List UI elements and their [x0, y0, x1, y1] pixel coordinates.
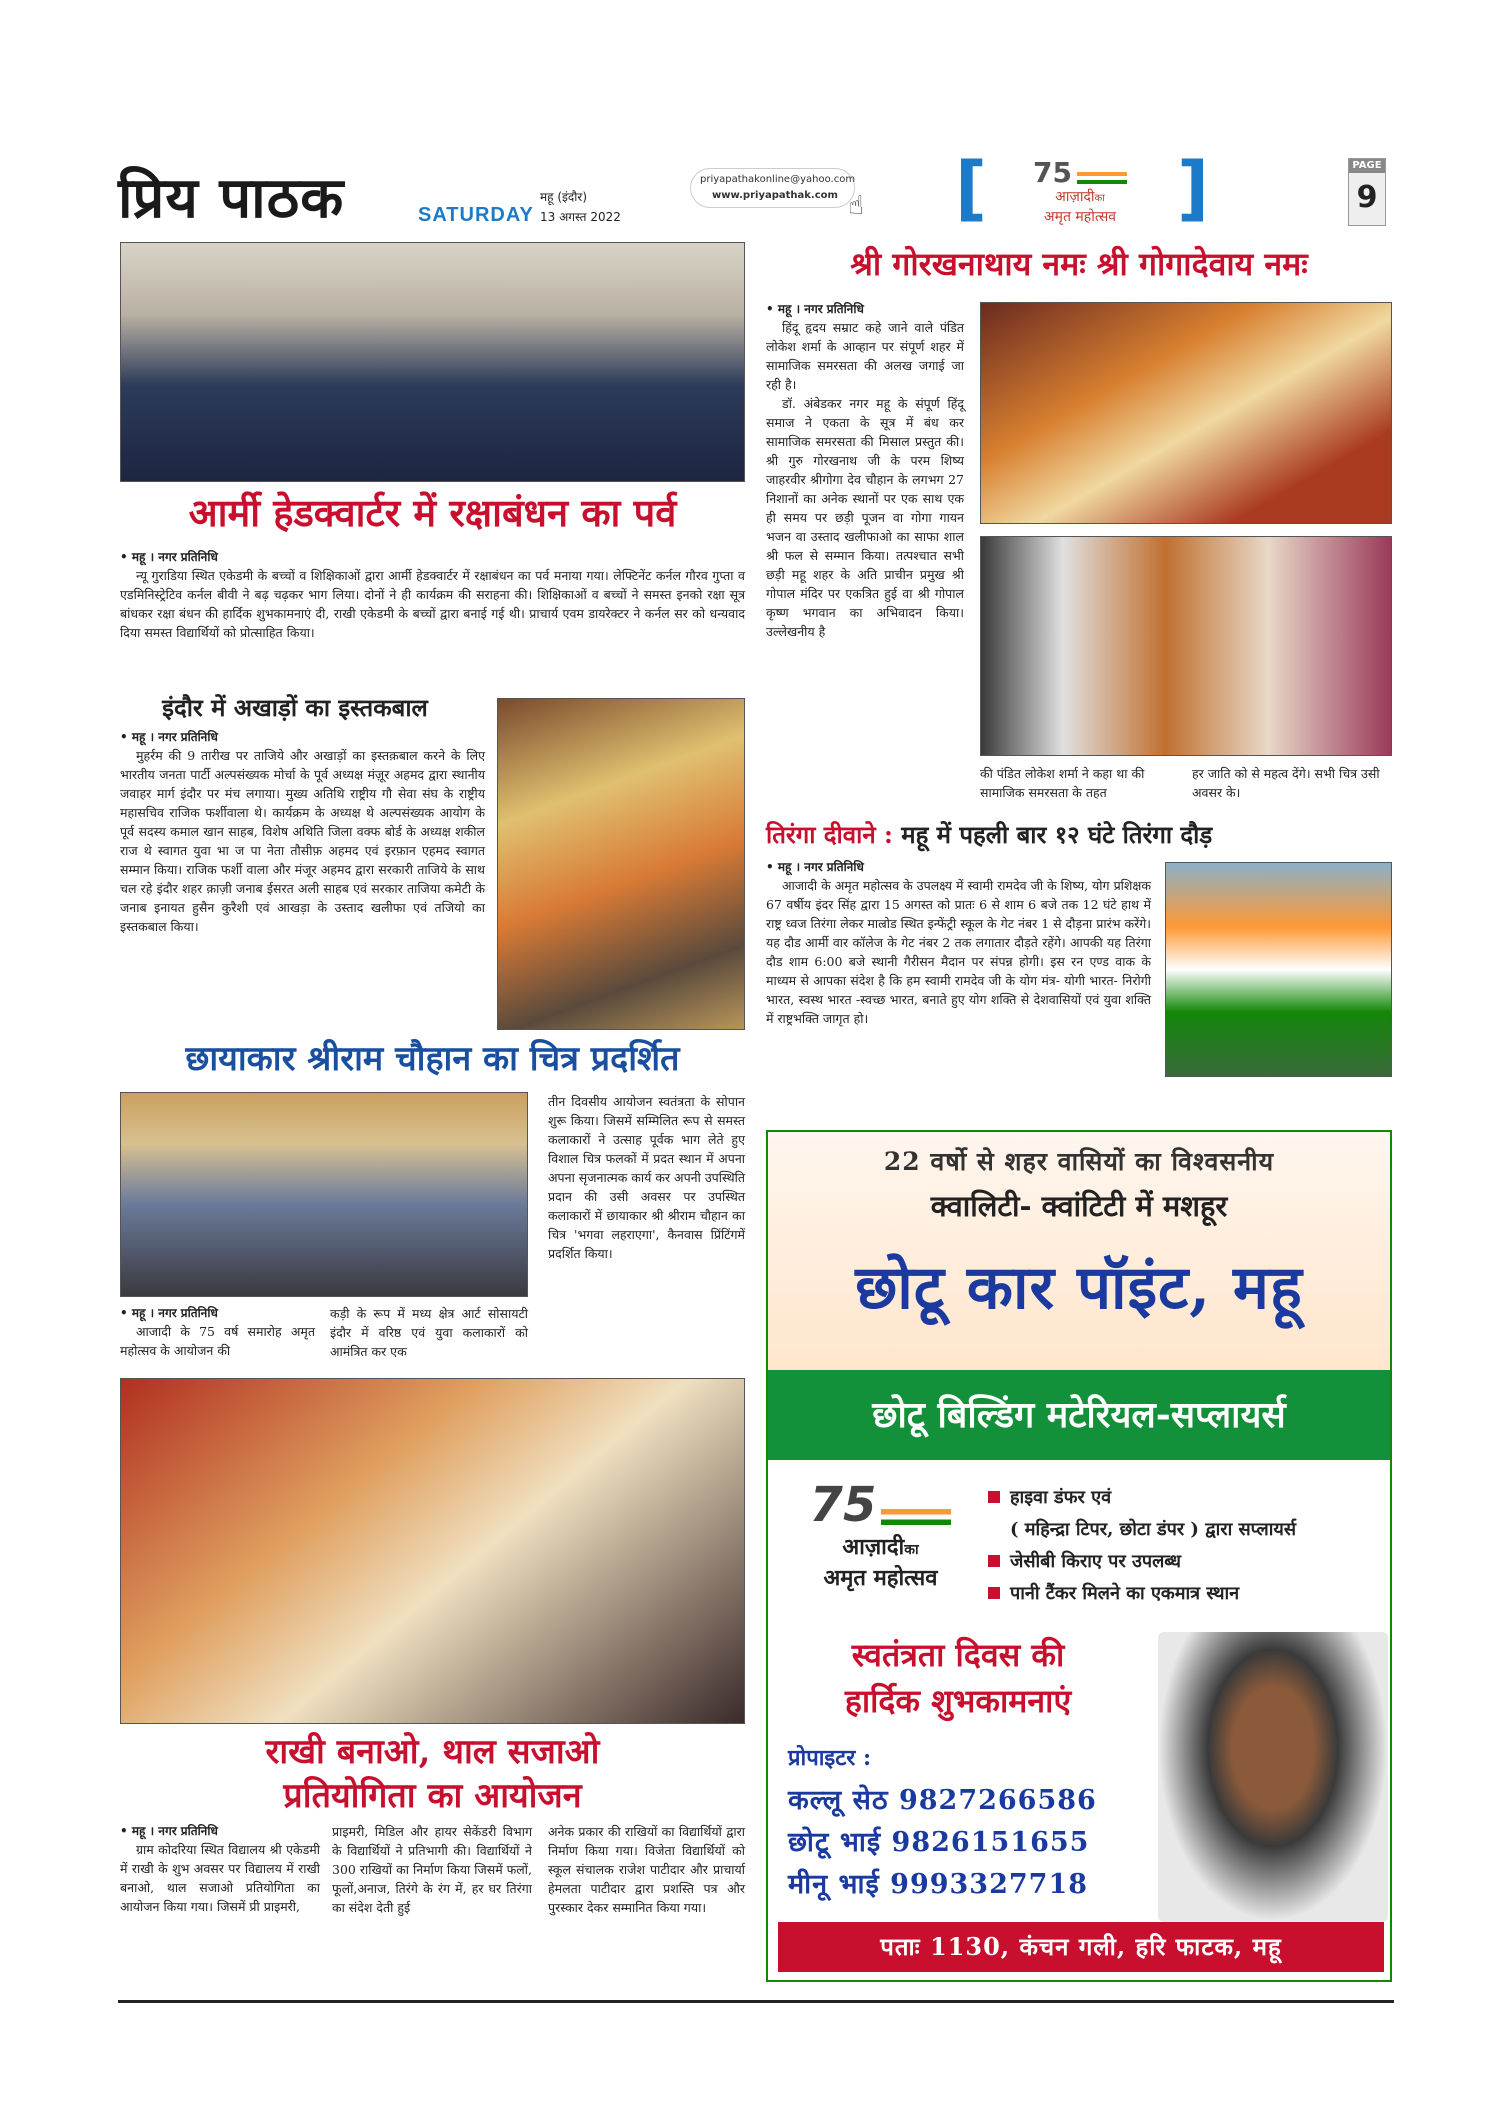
article4-col3: अनेक प्रकार की राखियों का विद्यार्थियों द्वारा निर्माण किया गया। विजेता विद्यार्थियों को स्कूल संचालक राजेश पाटीदार और प्राचार्या हेमलता पाटीदार द्वारा प्रशस्ति पत्र और पुरस्कार देकर सम्मानित किया गया।	[548, 1824, 745, 1915]
advert-wish-line2: हार्दिक शुभकामनाएं	[844, 1682, 1072, 1720]
azadi-logo-box	[955, 147, 1209, 230]
page-bottom-rule	[118, 2000, 1394, 2003]
issue-day: SATURDAY	[418, 204, 534, 226]
azadi-ka-amrit-mahotsav-logo	[1010, 158, 1150, 228]
bullet-square-icon	[988, 1491, 1000, 1503]
advert-tagline-1: 22 वर्षो से शहर वासियों का विश्वसनीय	[883, 1147, 1275, 1176]
article1-headline: आर्मी हेडक्वार्टर में रक्षाबंधन का पर्व	[188, 490, 677, 535]
akhada-welcome-photo	[497, 698, 745, 1030]
chhadi-pujan-photo	[980, 536, 1392, 756]
army-rakshabandhan-photo	[120, 242, 745, 482]
service-text: पानी टैंकर मिलने का एकमात्र स्थान	[1010, 1583, 1240, 1604]
azadi-number: 75	[1032, 156, 1072, 189]
flag-icon	[1077, 172, 1127, 184]
advert-green-banner: छोटू बिल्डिंग मटेरियल-सप्लायर्स	[768, 1370, 1390, 1460]
article1-body: न्यू गुराडिया स्थित एकेडमी के बच्चों व शिक्षिकाओं द्वारा आर्मी हेडक्वार्टर में रक्षाबंधन का पर्व मनाया गया। लेफ्टिनेंट कर्नल गौरव गुप्ता व एडमिनिस्ट्रेटिव कर्नल बीवी ने बढ़ चढ़कर भाग लिया। दोनों ने ही कार्यक्रम की सराहना की। शिक्षिकाओं व बच्चों ने समस्त इनको रक्षा सूत्र बांधकर रक्षा बंधन की हार्दिक शुभकामनाएं दी, राखी एकेडमी के बच्चों द्वारा बनाई गई थी। प्राचार्य एवम डायरेक्टर ने कर्नल सर को धन्यवाद दिया समस्त विद्यार्थियों को प्रोत्साहित किया।	[120, 568, 745, 640]
advert-service-item	[988, 1546, 1388, 1578]
advert-proprietor-label: प्रोपाइटर :	[788, 1745, 872, 1771]
service-text: ( महिन्द्रा टिपर, छोटा डंपर ) द्वारा सप्लायर्स	[1010, 1519, 1297, 1540]
chhotu-car-point-advert	[766, 1130, 1392, 1982]
article4-byline: • महू । नगर प्रतिनिधि	[120, 1824, 218, 1838]
tiranga-run-photo	[1165, 862, 1392, 1077]
article3-col1: आजादी के 75 वर्ष समारोह अमृत महोत्सव के आयोजन की	[120, 1324, 315, 1358]
article3-byline: • महू । नगर प्रतिनिधि	[120, 1306, 218, 1320]
advert-phone-2: छोटू भाई 9826151655	[788, 1827, 1090, 1858]
article3-col2: कड़ी के रूप में मध्य क्षेत्र आर्ट सोसायटी इंदौर में वरिष्ठ एवं युवा कलाकारों को आमंत्रित कर एक	[330, 1306, 528, 1359]
azadi-text-ka: का	[1094, 193, 1105, 204]
issue-date: 13 अगस्त 2022	[540, 210, 621, 224]
article5-caption1: की पंडित लोकेश शर्मा ने कहा था की सामाजिक समरसता के तहत	[980, 766, 1145, 800]
issue-location-date	[540, 187, 621, 227]
article4-headline-line2: प्रतियोगिता का आयोजन	[283, 1776, 582, 1816]
art-exhibition-photo	[120, 1092, 528, 1297]
article4-headline-line1: राखी बनाओ, थाल सजाओ	[265, 1732, 600, 1772]
rakhi-competition-photo	[120, 1378, 745, 1724]
article2-body: मुहर्रम की 9 तारीख पर ताजिये और अखाड़ों का इस्तक़बाल करने के लिए भारतीय जनता पार्टी अल्पसंख्यक मोर्चा के पूर्व अध्यक्ष मंज़ूर अहमद द्वारा स्थानीय जवाहर मार्ग इंदौर पर मंच लगाया। मुख्य अतिथि राष्ट्रीय गौ सेवा संघ के राष्ट्रीय महासचिव राजिक फर्शीवाला थे। कार्यक्रम के अध्यक्ष थे अल्पसंख्यक आयोग के पूर्व सदस्य कमाल खान साहब, विशेष अथिति जिला वक्फ बोर्ड के अध्यक्ष शकील राज थे स्वागत युवा भा ज पा नेता तौसीफ़ अहमद एवं इरफ़ान एहमद स्वागत सम्मान किया। राजिक फर्शी वाला और मंजूर अहमद द्वारा सरकारी ताजिये के साथ चल रहे इंदौर शहर क़ाज़ी जनाब ईसरत अली साहब एवं सरकार ताजिया कमेटी के जनाब इनायत हुसैन कुरैशी एवं आखड़ा के उस्ताद खलीफा एवं तजियो का इस्तकबाल किया।	[120, 748, 485, 934]
article2-byline: • महू । नगर प्रतिनिधि	[120, 730, 218, 744]
advert-independence-wish	[798, 1632, 1118, 1724]
proprietor-photo	[1158, 1632, 1388, 1922]
right-bracket-icon: ]	[1177, 147, 1209, 229]
pointing-hand-icon: ☝	[848, 191, 864, 221]
article5-para1: हिंदू हृदय सम्राट कहे जाने वाले पंडित लोकेश शर्मा के आव्हान पर संपूर्ण शहर में सामाजिक समरसता की अलख जगाई जा रही है।	[766, 320, 964, 392]
contact-email[interactable]: priyapathakonline@yahoo.com	[700, 174, 856, 185]
contact-info	[700, 172, 856, 204]
bullet-square-icon	[988, 1587, 1000, 1599]
article4-headline	[120, 1730, 745, 1818]
service-text: हाइवा डंफर एवं	[1010, 1487, 1112, 1508]
article5-caption2: हर जाति को से महत्व देंगे। सभी चित्र उसी अवसर के।	[1192, 766, 1380, 800]
article6-headline-black: महू में पहली बार १२ घंटे तिरंगा दौड़	[901, 820, 1213, 849]
page-number: 9	[1356, 180, 1378, 215]
advert-service-item	[988, 1482, 1388, 1514]
article5-byline: • महू । नगर प्रतिनिधि	[766, 302, 864, 316]
advert-service-item	[988, 1578, 1388, 1610]
advert-address-bar: पताः 1130, कंचन गली, हरि फाटक, महू	[778, 1922, 1384, 1972]
article5-body	[766, 318, 964, 641]
issue-location: महू (इंदौर)	[540, 190, 588, 204]
advert-shop-name: छोटू कार पॉइंट, महू	[855, 1253, 1303, 1323]
article6-byline: • महू । नगर प्रतिनिधि	[766, 860, 864, 874]
advert-logo-number: 75	[809, 1477, 877, 1533]
advert-tagline-2: क्वालिटी- क्वांटिटी में मशहूर	[930, 1189, 1228, 1223]
article4-col2: प्राइमरी, मिडिल और हायर सेकेंडरी विभाग के विद्यार्थियों ने प्रतिभागी की। विद्यार्थियों ने 300 राखियों का निर्माण किया जिसमें फलों, फूलों,अनाज, तिरंगे के रंग में, हर घर तिरंगा का संदेश देती हुई	[332, 1824, 532, 1915]
advert-services-list	[988, 1482, 1388, 1610]
advert-logo-amrit-mahotsav: अमृत महोत्सव	[823, 1565, 938, 1591]
article6-headline-red: तिरंगा दीवाने :	[766, 820, 893, 849]
goga-dev-puja-photo	[980, 302, 1392, 524]
advert-phone-3: मीनू भाई 9993327718	[788, 1869, 1089, 1900]
article5-headline: श्री गोरखनाथाय नमः श्री गोगादेवाय नमः	[850, 245, 1308, 283]
article4-col1: ग्राम कोदरिया स्थित विद्यालय श्री एकेडमी में राखी के शुभ अवसर पर विद्यालय में राखी बनाओ, थाल सजाओ प्रतियोगिता का आयोजन किया गया। जिसमें प्री प्राइमरी,	[120, 1842, 320, 1914]
contact-website[interactable]: www.priyapathak.com	[712, 190, 838, 201]
advert-wish-line1: स्वतंत्रता दिवस की	[851, 1636, 1065, 1674]
article3-headline: छायाकार श्रीराम चौहान का चित्र प्रदर्शित	[185, 1039, 680, 1079]
article1-byline: • महू । नगर प्रतिनिधि	[120, 550, 218, 564]
advert-flag-icon	[881, 1509, 951, 1525]
service-text: जेसीबी किराए पर उपलब्ध	[1010, 1551, 1181, 1572]
page-label: PAGE	[1349, 159, 1385, 173]
page-number-box	[1348, 158, 1386, 226]
article6-body: आजादी के अमृत महोत्सव के उपलक्ष्य में स्वामी रामदेव जी के शिष्य, योग प्रशिक्षक 67 वर्षीय इंदर सिंह द्वारा 15 अगस्त को प्रातः 6 से शाम 6 बजे तक 12 घंटे हाथ में राष्ट्र ध्वज तिरंगा लेकर माल्रोड स्थित इन्फेंट्री स्कूल के गेट नंबर 1 से दौड़ना प्रारंभ करेंगे। यह दौड आर्मी वार कॉलेज के गेट नंबर 2 तक लगातार दौड़ते रहेंगे। आपकी यह तिरंगा दौड शाम 6:00 बजे स्थानी गैरीसन मैदान पर संपन्न होगी। इस रन एण्ड वाक के माध्यम से आपका संदेश है कि हम स्वामी रामदेव जी के योग मंत्र- योगी भारत- निरोगी भारत, स्वस्थ भारत -स्वच्छ भारत, बनाते हुए योग शक्ति से देशवासियों एवं युवा शक्ति में राष्ट्रभक्ति जागृत हो।	[766, 878, 1151, 1026]
bullet-square-icon	[988, 1555, 1000, 1567]
article3-col3: तीन दिवसीय आयोजन स्वतंत्रता के सोपान शुरू किया। जिसमें सम्मिलित रूप से समस्त कलाकारों ने उत्साह पूर्वक भाग लेते हुए विशाल चित्र फलकों में प्रदत स्थान में अपना अपना सृजनात्मक कार्य कर अपनी उपस्थिति प्रदान की उसी अवसर पर उपस्थित कलाकारों में छायाकार श्री श्रीराम चौहान का चित्र 'भगवा लहराएगा', कैनवास प्रिंटिंगमें प्रदर्शित किया।	[548, 1094, 745, 1261]
advert-phone-1: कल्लू सेठ 9827266586	[788, 1785, 1097, 1816]
advert-logo-azadi: आज़ादी	[842, 1534, 905, 1560]
left-bracket-icon: [	[955, 147, 987, 229]
advert-service-item	[988, 1514, 1388, 1546]
article5-para2: डॉ. अंबेडकर नगर महू के संपूर्ण हिंदू समाज ने एकता के सूत्र में बंध कर सामाजिक समरसता की मिसाल प्रस्तुत की। श्री गुरु गोरखनाथ जी के परम शिष्य जाहरवीर श्रीगोगा देव चौहान के लगभग 27 निशानों का अनेक स्थानों पर एक साथ एक ही समय पर छड़ी पूजन वा गोगा गायन भजन वा उस्ताद खलीफाओ का साफा शाल श्री फल से सम्मान किया। तत्पश्चात सभी छड़ी महू शहर के अति प्राचीन प्रमुख श्री गोपाल मंदिर पर एकत्रित हुई वा श्री गोपाल कृष्ण भगवान का अभिवादन किया। उल्लेखनीय है	[766, 396, 964, 639]
azadi-text: आज़ादी	[1055, 189, 1095, 205]
amrit-mahotsav-text: अमृत महोत्सव	[1043, 209, 1117, 225]
newspaper-logo: प्रिय पाठक	[118, 165, 345, 231]
article6-headline	[766, 818, 1392, 852]
advert-azadi-logo	[788, 1477, 973, 1612]
advert-logo-ka: का	[904, 1542, 919, 1558]
article2-headline: इंदौर में अखाड़ों का इस्तकबाल	[162, 693, 428, 722]
